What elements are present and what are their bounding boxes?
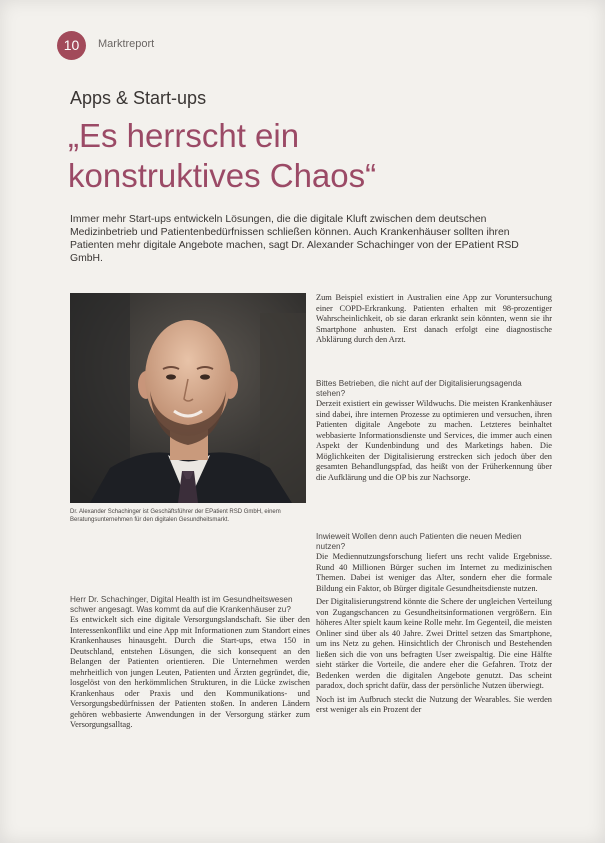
answer-3-part-3: Noch ist im Aufbruch steckt die Nutzung der Wearables. Sie werden erst weniger als ein Prozent der bbox=[316, 694, 552, 714]
article-kicker: Apps & Start-ups bbox=[70, 88, 207, 108]
question-2: Bittes Betrieben, die nicht auf der Digitalisierungsagenda stehen? bbox=[316, 379, 522, 398]
answer-1: Es entwickelt sich eine digitale Versorgungslandschaft. Sie über den Interessenkonflikt und eine App mit Informationen zum Standort eines Krankenhauses hinausgeht. Durch die Start-ups, etwa 150 in Deutschland, entstehen Lösungen, die sich konsequent an den Belangen der Patienten orientieren. Die Unternehmen werden mehrheitlich von jungen Leuten, Patienten und Ärzten gegründet, die, losgelöst von den herkömmlichen Strukturen, in die Lücke zwischen Krankenhaus oder Praxis und den Kommunikations- und Versorgungsbedürfnissen der Patienten stoßen. In anderen Ländern gehören webbasierte Anwendungen in der Versorgung stärker zum Versorgungsalltag. bbox=[70, 615, 310, 729]
portrait-photo bbox=[70, 293, 306, 503]
left-column bbox=[70, 595, 310, 731]
answer-1-continued: Zum Beispiel existiert in Australien eine App zur Voruntersuchung einer COPD-Erkrankung. Patienten erhalten mit 98-prozentiger Wahrscheinlichkeit, ob sie daran erkrankt sein könnten, wenn sie ihr Smartphone anhusten. Erst danach erfolgt eine diagnostische Abklärung durch den Arzt. bbox=[316, 293, 552, 344]
question-3: Inwieweit Wollen denn auch Patienten die neuen Medien nutzen? bbox=[316, 532, 522, 551]
answer-2: Derzeit existiert ein gewisser Wildwuchs. Die meisten Krankenhäuser sind dabei, ihre internen Prozesse zu optimieren und versuchen, ihren Patienten digitale Angebote zu machen. Letzteres beinhaltet webbasierte Informationsdienste und Services, die immer auch einen Aspekt der Kundenbindung und des Marketings haben. Die Möglichkeiten der Digitalisierung erstrecken sich jedoch über den gesamten Behandlungspfad, das heißt von der Früherkennung über die Aufklärung und die OP bis zur Nachsorge. bbox=[316, 399, 552, 482]
photo-caption: Dr. Alexander Schachinger ist Geschäftsführer der EPatient RSD GmbH, einem Beratungsunternehmen für den digitalen Gesundheitsmarkt. bbox=[70, 509, 281, 523]
section-label: Marktreport bbox=[98, 38, 155, 50]
right-column-middle bbox=[316, 379, 552, 483]
answer-3-part-2: Der Digitalisierungstrend könnte die Schere der ungleichen Verteilung von Zugangschancen zu Gesundheitsinformationen vergrößern. Ein höheres Alter spielt kaum keine Rolle mehr. Im Gegenteil, die meisten Onliner sind über als 40 Jahre. Zwei Drittel setzen das Smartphone, um ins Netz zu gehen. Hinsichtlich der Chronisch und Bestehenden ließen sich die von uns befragten User zweispaltig. Die eine Hälfte sieht stärker die Vorteile, die andere eher die Gefahren. Trotz der Bedenken werden die digitalen Angebote genutzt. Das scheint paradox, doch spricht dafür, dass der persönliche Nutzen überwiegt. bbox=[316, 597, 552, 690]
question-1: Herr Dr. Schachinger, Digital Health ist im Gesundheitswesen schwer angesagt. Was kommt da auf die Krankenhäuser zu? bbox=[70, 595, 293, 614]
article-lead: Immer mehr Start-ups entwickeln Lösungen, die die digitale Kluft zwischen dem deutschen Medizinbetrieb und Patientenbedürfnissen schließen können. Auch Krankenhäuser sollten ihren Patienten mehr digitale Angebote machen, sagt Dr. Alexander Schachinger von der EPatient RSD GmbH. bbox=[70, 214, 519, 264]
right-column-top bbox=[316, 293, 552, 346]
page-number-badge: 10 bbox=[57, 31, 86, 60]
answer-3: Die Mediennutzungsforschung liefert uns recht valide Ergebnisse. Rund 40 Millionen Bürger suchen im Internet zu medizinischen Themen. Dabei ist weniger das Alter, sondern eher die formale Bildung ein Faktor, ob Bürger digitale Gesundheitsdienste nutzen. bbox=[316, 552, 552, 593]
article-headline: „Es herrscht ein konstruktives Chaos“ bbox=[68, 117, 377, 194]
right-column-bottom bbox=[316, 532, 552, 716]
